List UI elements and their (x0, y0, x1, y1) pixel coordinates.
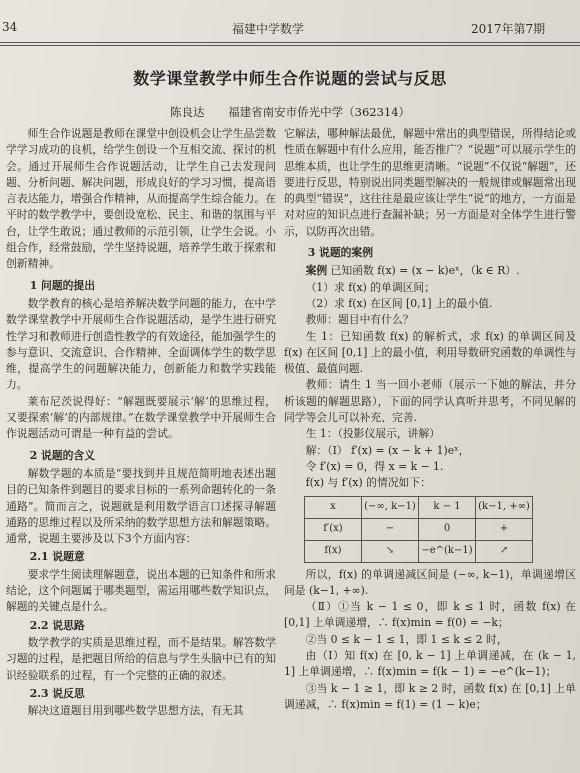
left-column (6, 126, 276, 719)
section-2-2-paragraph: 数学教学的实质是思维过程，而不是结果。解答数学习题的过程，是把题目所给的信息与学生头脑中已有的知识经验联系的过程，有一个完整的正确的叙述。 (6, 635, 276, 682)
table-cell: + (476, 518, 533, 540)
section-1-paragraph-1: 数学教育的核心是培养解决数学问题的能力，在中学数学课堂教学中开展师生合作说题活动，是学生进行研究性学习和教师进行创造性教学的有效途径，能加强学生的参与意识、交流意识、合作精神、全面调体学生的数学思维，提高学生的问题解决能力，创新能力和数学实践能力。 (6, 296, 276, 392)
table-cell: k − 1 (419, 496, 476, 518)
section-2-2-heading: 2.2 说思路 (29, 618, 85, 632)
table-row (305, 496, 533, 518)
section-2-1-paragraph: 要求学生阅读理解题意，说出本题的已知条件和所求结论，这个问题属于哪类题型，需运用哪些数学知识点，解题的关键点是什么。 (6, 567, 276, 614)
part-2-case-1: （Ⅱ）①当 k − 1 ≤ 0，即 k ≤ 1 时，函数 f(x) 在 [0,1] 上单调递增，∴ f(x)min = f(0) = −k； (284, 600, 576, 630)
table-cell: f(x) (305, 540, 362, 562)
table-cell: ↘ (362, 540, 419, 562)
student-line-1: 生 1：已知函数 f(x) 的解析式，求 f(x) 的单调区间及 f(x) 在区间 [0,1] 上的最小值，利用导数研究函数的单调性与极值、最值问题. (284, 329, 576, 376)
author-line (0, 104, 580, 120)
teacher-line-1: 教师：题目中有什么？ (305, 313, 414, 327)
header-rule-second (0, 45, 580, 46)
issue-label: 2017年第7期 (471, 22, 546, 36)
journal-title: 福建中学数学 (232, 22, 305, 36)
section-2-heading: 2 说题的含义 (29, 448, 96, 462)
author-name: 陈良达 (169, 105, 205, 119)
after-table-paragraph: 所以，f(x) 的单调递减区间是 (−∞, k−1)，单调递增区间是 (k−1, +∞). (284, 567, 576, 597)
running-header (0, 20, 580, 40)
table-cell: (−∞, k−1) (362, 496, 419, 518)
solution-line-3: f(x) 与 f′(x) 的情况如下： (305, 476, 431, 490)
table-cell: − (362, 518, 419, 540)
section-3-heading: 3 说题的案例 (307, 246, 374, 260)
section-2-1-heading: 2.1 说题意 (29, 550, 85, 564)
case-text: 已知函数 f(x) = (x − k)eˣ，（k ∈ R）. (330, 264, 520, 278)
header-rule (0, 42, 580, 43)
author-affiliation: 福建省南安市侨光中学（362314） (228, 105, 411, 119)
part-2-case-2: ②当 0 ≤ k − 1 ≤ 1，即 1 ≤ k ≤ 2 时， (305, 632, 508, 646)
case-statement (284, 263, 576, 279)
section-1-paragraph-2: 莱布尼茨说得好：“解题既要展示‘解’的思维过程，又要探索‘解’的内部规律。”在数学课堂教学中开展师生合作说题活动可谓是一种有益的尝试。 (6, 394, 276, 441)
teacher-line-2: 教师：请生 1 当一回小老师（展示一下她的解法，并分析该题的解题思路），下面的同学认真听并思考，不同见解的同学等会儿可以补充、完善. (284, 378, 576, 425)
section-2-3-heading: 2.3 说反思 (29, 686, 85, 700)
page-number: 34 (2, 20, 18, 34)
section-2-3-paragraph: 解决这道题目用到哪些数学思想方法，有无其 (27, 704, 244, 718)
part-2-case-2-detail: 由（Ⅰ）知 f(x) 在 [0, k − 1] 上单调递减，在 (k − 1, 1] 上单调递增，∴ f(x)min = f(k − 1) = −e^(k−1)； (284, 649, 576, 679)
table-row (305, 540, 533, 562)
table-cell: −e^(k−1) (419, 540, 476, 562)
solution-line-1: 解：（Ⅰ） f′(x) = (x − k + 1)eˣ， (305, 443, 470, 457)
section-1-heading: 1 问题的提出 (29, 278, 96, 292)
table-cell: ↗ (476, 540, 533, 562)
continued-paragraph: 它解法，哪种解法最优，解题中常出的典型错误，所得结论或性质在解题中有什么应用，能否推广？“说题”可以展示学生的思维本质，也让学生的思维更清晰。“说题”不仅说“解题”，还要进行反思，特别说出同类题型解决的一般规律或解题常出现的典型“错误”，这往往是最应该让学生“说”的地方，一方面是对对应的知识点进行查漏补缺；另一方面是对全体学生进行警示，以防再次出错。 (284, 127, 576, 238)
table-cell: 0 (419, 518, 476, 540)
variation-table (304, 496, 533, 563)
table-row (305, 518, 533, 540)
section-2-paragraph: 解数学题的本质是“要找到并且规范简明地表述出题目的已知条件到题目的要求目标的一系列命题转化的一条通路”。简而言之，说题就是利用数学语言口述探寻解题通路的思维过程以及所采纳的数学思想方法和解题策略。通常，说题主要涉及以下3个方面内容： (6, 466, 276, 546)
table-cell: x (305, 496, 362, 518)
table-cell: f′(x) (305, 518, 362, 540)
case-label: 案例 (305, 264, 328, 278)
question-1: （1）求 f(x) 的单调区间； (305, 280, 436, 294)
question-2: （2）求 f(x) 在区间 [0,1] 上的最小值. (305, 296, 493, 310)
student-line-1b: 生 1：（投影仪展示，讲解） (305, 427, 441, 441)
article-title: 数学课堂教学中师生合作说题的尝试与反思 (133, 69, 447, 88)
table-cell: (k−1, +∞) (476, 496, 533, 518)
solution-line-2: 令 f′(x) = 0，得 x = k − 1. (305, 459, 444, 473)
intro-paragraph: 师生合作说题是教师在课堂中创设机会让学生品尝数学学习成功的良机，给学生创设一个互相交流、探讨的机会。通过开展师生合作说题活动，让学生自己去发现问题、分析问题、解决问题，形成良好的学习习惯，提高语言表达能力，增强合作精神，从而提高学生综合能力。在平时的数学教学中，要创设宽松、民主、和谐的氛围与平台，让学生敢说；通过教师的示范引领，让学生会说。小组合作，经常鼓励，学生坚持说题，培养学生敢于探索和创新精神。 (6, 127, 276, 271)
right-column (284, 126, 576, 713)
part-2-case-3: ③当 k − 1 ≥ 1，即 k ≥ 2 时，函数 f(x) 在 [0,1] 上单调递减，∴ f(x)min = f(1) = (1 − k)e； (284, 681, 576, 711)
